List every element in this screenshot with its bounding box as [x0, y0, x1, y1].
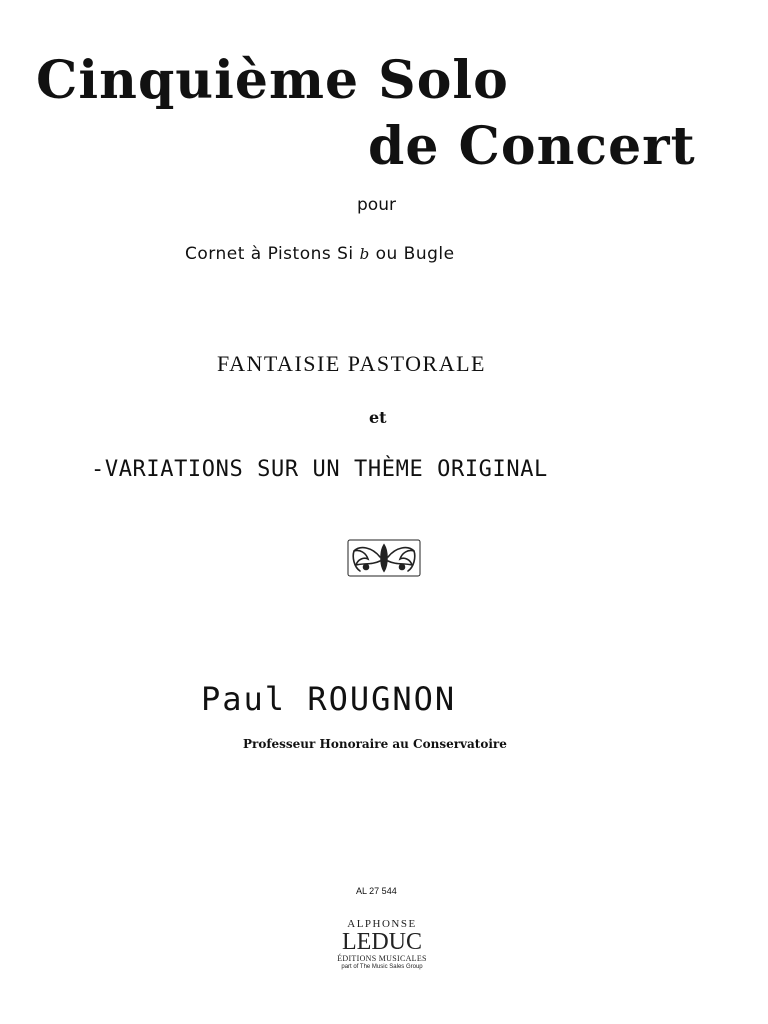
composer-title: Professeur Honoraire au Conservatoire	[243, 737, 507, 751]
publisher-line-2: LEDUC	[342, 929, 422, 955]
catalog-number: AL 27 544	[356, 886, 397, 896]
instrument-text: Cornet à Pistons Si	[185, 244, 354, 264]
publisher-line-3: ÉDITIONS MUSICALES	[337, 954, 427, 963]
publisher-line-1: ALPHONSE	[347, 918, 417, 930]
flat-sign: b	[359, 245, 370, 263]
instrument-line	[185, 244, 455, 264]
title-line-2: de Concert	[368, 116, 696, 177]
subtitle-variations: -VARIATIONS SUR UN THÈME ORIGINAL	[91, 457, 548, 482]
composer-name: Paul ROUGNON	[201, 680, 457, 718]
floral-ornament-icon	[346, 537, 422, 579]
subtitle-fantaisie: FANTAISIE PASTORALE	[217, 351, 486, 376]
title-line-1: Cinquième Solo	[36, 50, 509, 111]
conjunction-et: et	[369, 408, 387, 427]
instrument-text-after: ou Bugle	[369, 244, 455, 264]
publisher-line-4: part of The Music Sales Group	[341, 964, 423, 970]
publisher-logo	[330, 918, 434, 971]
pour-text: pour	[357, 195, 396, 215]
